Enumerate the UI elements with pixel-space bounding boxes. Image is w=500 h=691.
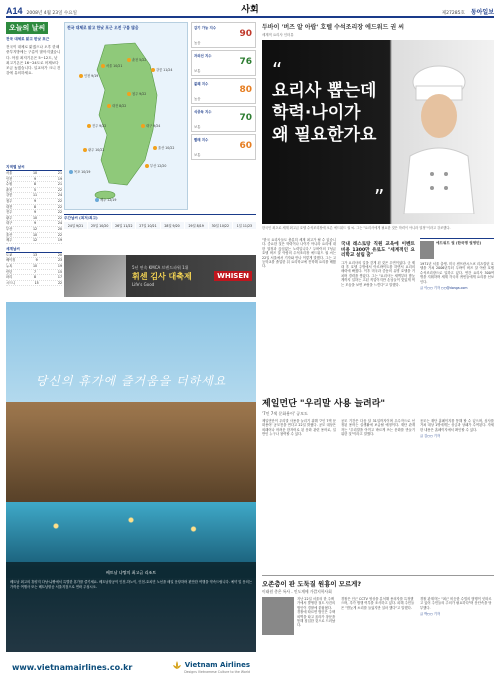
bottom-photo [262, 597, 294, 635]
weather-subhead: 전국 대체로 맑고 한낮 포근 [6, 37, 50, 41]
weather-index-stack [191, 22, 256, 162]
ad-small-text: 5년 연속 KMCA 브랜드파워 1위 [132, 265, 189, 270]
open-quote-icon: “ [272, 58, 283, 82]
weather-map-title: 전국 대체로 맑고 한낮 포근 오전 구름 많음 [67, 25, 139, 30]
mid-title[interactable]: 제일먼단 "우리말 사용 늘려라" [262, 399, 386, 409]
city-gwangju: 광주 10/22 [83, 147, 104, 152]
close-quote-icon: ” [374, 185, 385, 209]
profile-photo [420, 241, 434, 259]
weekly-day: 28일 9/20 [161, 222, 184, 229]
page-number: A14 [6, 6, 23, 16]
ad-body: 베트남 최고의 휴양지 다낭·냐짱에서 특별한 휴가를 즐기세요. 베트남항공이 인천-하노이, 인천-호치민 노선을 매일 운항하며 편안한 여행을 약속드립니다. 예약 및 문의는 가까운 여행사 또는 베트남항공 서울지점으로 연락 주십시오. [10, 580, 252, 589]
whisen-ad[interactable] [64, 255, 256, 297]
city-incheon: 인천 9/19 [79, 73, 98, 78]
region-row: 대구 9 24 [6, 221, 62, 226]
region-row: 제주 12 19 [6, 238, 62, 243]
feature-col-3: 에드워드 권 (한국명 권영민) 1971년 서울 출생. 미국 샌프란시스코 리츠칼턴 호텔을 거쳐 2006년부터 두바이 버즈 알 아랍 호텔 수석조리장으로 일하고 있다. 연간 요리사 300여 명을 지휘하며 세계 각국의 귀빈들에게 요리를 선보인다. 글 이○○ 기자 ○○@donga.com [420, 238, 494, 290]
bottom-body: 지난 22일 서울의 한 주택가에서 발생한 절도 사건의 범인이 경찰에 붙잡혔다. 경찰에 따르면 범인은 주택 외벽을 타고 올라가 창문을 통해 침입한 것으로 드러났다. 경찰은 인근 CCTV 영상을 분석해 용의자를 특정했으며, 추가 범행 여부를 조사하고 있다. 피해 주민들은 "밤늦게 소리를 들었지만 설마 했다"고 말했다. 경찰 관계자는 "최근 비슷한 수법의 범행이 잇따르고 있어 주민들의 주의가 필요하다"며 문단속을 당부했다. 글 박○○ 기자 [262, 597, 494, 635]
ad-headline: 휘센 김사 대축제 [132, 272, 192, 281]
bottom-article [262, 575, 494, 635]
ad-footer [6, 652, 256, 682]
index-laundry: 빨래 지수 60 보통 [191, 134, 256, 160]
feature-subhead: 세계적 요리사 인터뷰 [262, 33, 294, 37]
weekly-grid [64, 222, 256, 229]
city-daegu: 대구 9/24 [141, 123, 160, 128]
ad-url-link[interactable]: www.vietnamairlines.co.kr [12, 662, 133, 672]
bottom-title[interactable]: 오존층이 판 도둑질 원흉이 모르게? [262, 580, 362, 588]
region-row: 강릉 11 24 [6, 193, 62, 198]
weather-summary: 전국이 대체로 맑겠으나 오후 한때 중부지방에는 구름이 많아지겠습니다. 아침 최저기온은 5~12도, 낮 최고기온은 16~24도로 어제보다 조금 높겠습니다. 일교차가 크니 건강에 유의하세요. [6, 45, 61, 76]
airline-brand: Vietnam Airlines Designs Vietnamese Culture to the World [172, 660, 250, 674]
bottom-subtitle: 이태원 총은 특사 - 인도계에 가깝지학사회 [262, 589, 332, 594]
whisen-logo: WHISEN [214, 271, 252, 281]
ad-tagline: Life's Good [132, 282, 155, 287]
city-mokpo: 목포 10/19 [69, 169, 90, 174]
city-busan: 부산 12/20 [145, 163, 166, 168]
weekly-day: 26일 11/22 [112, 222, 135, 229]
lotus-logo-icon [172, 660, 182, 670]
index-uv: 자외선 지수 76 보통 [191, 50, 256, 76]
region-row: 수원 8 21 [6, 182, 62, 187]
mid-article [262, 396, 494, 439]
weather-badge: 오늘의 날씨 [6, 22, 48, 34]
region-row: 청주 9 22 [6, 198, 62, 203]
vietnam-airlines-ad[interactable] [6, 302, 256, 682]
world-table-title: 세계날씨 [6, 247, 62, 253]
city-jeju: 제주 12/19 [95, 197, 116, 202]
city-chuncheon: 춘천 5/22 [127, 57, 146, 62]
pool-photo [6, 502, 256, 562]
city-cheongju: 청주 9/22 [127, 91, 146, 96]
feature-col-2: 국내 레스토랑 직원 교육에 이벤트 비용 1300만 유로도 "세계적인 요리학교 설립 꿈" 그가 요리사의 길을 걷게 된 것은 우연이었다. 군 제대 후 호텔 주방에서 아르바이트를 하면서 요리의 매력에 빠졌다. 이후 미국과 중동의 유명 호텔을 거치며 경력을 쌓았다. 그는 "요리사는 새벽부터 밤늦게까지 일하는 고된 직업이지만 손님들이 맛있게 먹는 모습을 보면 보람을 느낀다"고 말했다. [341, 242, 415, 287]
city-gangneung: 강릉 11/24 [151, 67, 172, 72]
weekly-day: 25일 10/20 [88, 222, 111, 229]
bottom-byline: 글 박○○ 기자 [420, 612, 440, 617]
world-table [6, 253, 62, 287]
feature-kicker: 두바이 '버즈 알 아랍' 호텔 수석조리장 에드워드 권 씨 [262, 24, 405, 31]
feature-col-1: "한국 요리사들도 충분히 세계 최고가 될 수 있습니다. 중요한 것은 학력이나 나이가 아니라 요리에 대한 열정과 끊임없는 노력입니다." 두바이의 7성급 호텔 버즈 알 아랍의 수석조리장 에드워드 권 씨는 22일 서울에서 기자와 만나 이렇게 말했다. 그는 고등학교를 졸업한 뒤 요리학교에 진학해 요리를 배웠다. [262, 238, 336, 269]
ad-model-photo [64, 255, 126, 297]
world-row: 파리 8 17 [6, 275, 62, 280]
city-daejeon: 대전 8/22 [107, 103, 126, 108]
feature-quote: 요리사 뽑는데 학력·나이가 왜 필요한가요 [272, 81, 377, 145]
mid-subtitle: '7인 7색 문화용어' 공모도 [262, 411, 308, 416]
weekly-day: 27일 10/21 [136, 222, 159, 229]
profile-name: 에드워드 권 (한국명 권영민) [436, 241, 482, 245]
region-row: 대전 8 22 [6, 204, 62, 209]
region-row: 울산 10 22 [6, 232, 62, 237]
region-row: 광주 10 22 [6, 215, 62, 220]
city-seoul: 서울 10/21 [101, 63, 122, 68]
world-row: 뉴욕 10 19 [6, 263, 62, 268]
region-row: 춘천 5 22 [6, 187, 62, 192]
issue-number: 제27285호 [441, 11, 465, 16]
city-ulsan: 울산 10/22 [153, 145, 174, 150]
weekly-title: 주간날씨 (최저/최고) [64, 216, 98, 220]
region-row: 서울 10 21 [6, 171, 62, 175]
region-table [6, 171, 62, 244]
mid-byline: 글 김○○ 기자 [420, 434, 440, 439]
index-cold: 감기 가능 지수 90 높음 [191, 22, 256, 48]
paper-name: 동아일보 [470, 9, 494, 16]
region-table-title: 지역별 날씨 [6, 165, 62, 171]
world-row: 베이징 9 23 [6, 258, 62, 263]
issue-date: 2008년 4월 23일 수요일 [26, 11, 77, 16]
chef-portrait [394, 64, 484, 214]
weekly-day: 29일 8/19 [185, 222, 208, 229]
world-row: 도쿄 13 20 [6, 252, 62, 257]
feature-col-subhead: 국내 레스토랑 직원 교육에 이벤트 비용 1300만 유로도 "세계적인 요리학교 설립 꿈" [341, 242, 415, 258]
feature-photo [262, 40, 494, 224]
section-title: 사회 [241, 5, 259, 15]
region-row: 인천 9 19 [6, 176, 62, 181]
weather-tables [6, 162, 62, 286]
ad-slogan: 당신의 휴가에 즐거움을 더하세요 [35, 374, 227, 388]
city-jeonju: 전주 9/22 [87, 123, 106, 128]
feature-article [262, 22, 494, 231]
profile-box [420, 238, 494, 259]
weather-map [64, 22, 188, 210]
feature-byline: 글 이○○ 기자 ○○@donga.com [420, 286, 468, 291]
ad-caption: 베트남 냐짱의 최고급 리조트 [6, 568, 256, 578]
korea-map-shape [65, 35, 187, 205]
world-row: 시드니 15 22 [6, 280, 62, 285]
resort-photo [6, 402, 256, 512]
weekly-day: 30일 10/22 [209, 222, 232, 229]
index-discomfort: 불쾌 지수 80 높음 [191, 78, 256, 104]
feature-caption: 한국인 최초로 세계 최고급 호텔 수석조리장에 오른 에드워드 권 씨. 그는 "요리사에게 필요한 것은 학력이 아니라 열정"이라고 강조했다. [262, 226, 451, 230]
index-food: 식중독 지수 70 보통 [191, 106, 256, 132]
mid-body: 제일먼단이 우리말 사용을 늘리기 위해 '7인 7색 문화용어' 공모전을 연다고 22일 밝혔다. 공모 대상은 외래어나 어려운 한자어로 된 문화 관련 용어로, 일반인 누구나 참여할 수 있다. 공모 기간은 다음 달 31일까지이며 우수작으로 선정된 용어는 실생활에 보급될 예정이다. 재단 관계자는 "우리말을 아끼고 바르게 쓰는 문화를 만들기 위한 것"이라고 말했다. 응모는 재단 홈페이지를 통해 할 수 있으며, 심사를 거쳐 대상 1명에게는 상금과 상패가 수여된다. 자세한 내용은 홈페이지에서 확인할 수 있다. 글 김○○ 기자 [262, 419, 494, 439]
weekly-day: 1일 11/23 [233, 222, 256, 229]
region-row: 부산 12 20 [6, 226, 62, 231]
world-row: 런던 7 15 [6, 269, 62, 274]
region-row: 전주 9 22 [6, 210, 62, 215]
weekly-day: 24일 9/21 [64, 222, 87, 229]
feature-columns [262, 238, 494, 290]
masthead [6, 4, 494, 18]
